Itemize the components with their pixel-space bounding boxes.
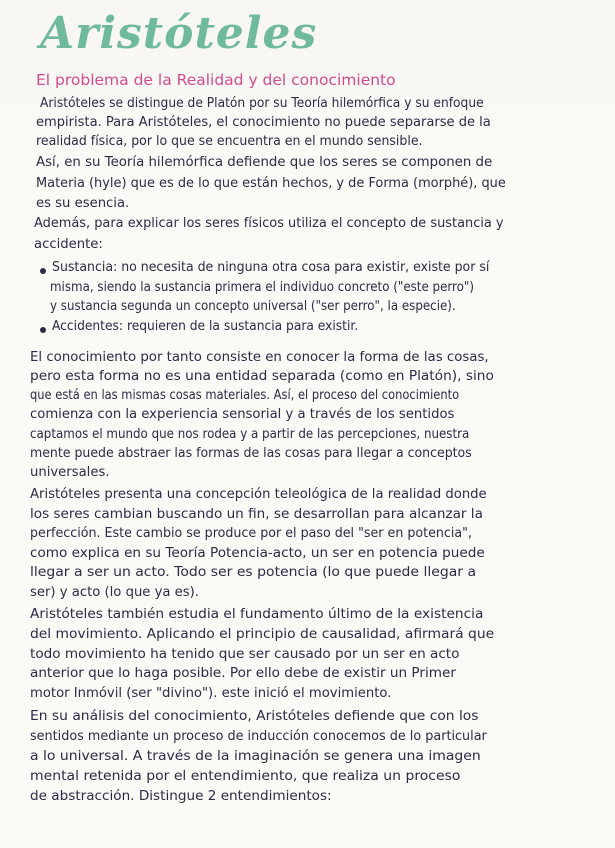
- text-line: Además, para explicar los seres físicos utiliza el concepto de sustancia y: [34, 216, 504, 231]
- text-line: mente puede abstraer las formas de las cosas para llegar a conceptos: [30, 446, 472, 461]
- text-line: empirista. Para Aristóteles, el conocimiento no puede separarse de la: [36, 115, 491, 130]
- text-line: mental retenida por el entendimiento, que realiza un proceso: [30, 769, 461, 784]
- text-line: misma, siendo la sustancia primera el individuo concreto ("este perro"): [50, 280, 475, 295]
- text-line: Aristóteles también estudia el fundamento último de la existencia: [30, 607, 484, 622]
- text-line: todo movimiento ha tenido que ser causado por un ser en acto: [30, 647, 460, 662]
- text-line: anterior que lo haga posible. Por ello debe de existir un Primer: [30, 666, 456, 681]
- text-line: ser) y acto (lo que ya es).: [30, 585, 200, 600]
- section-heading: El problema de la Realidad y del conocimiento: [36, 71, 396, 89]
- text-line: Aristóteles se distingue de Platón por su Teoría hilemórfica y su enfoque: [40, 96, 484, 111]
- text-line: En su análisis del conocimiento, Aristóteles defiende que con los: [30, 709, 479, 724]
- text-line: es su esencia.: [36, 196, 130, 211]
- text-line: universales.: [30, 465, 110, 480]
- text-line: y sustancia segunda un concepto universal ("ser perro", la especie).: [50, 299, 456, 314]
- text-line: pero esta forma no es una entidad separada (como en Platón), sino: [30, 369, 494, 384]
- text-line: accidente:: [34, 237, 103, 252]
- text-line: comienza con la experiencia sensorial y a través de los sentidos: [30, 407, 455, 422]
- bullet-item: Accidentes: requieren de la sustancia para existir.: [52, 319, 359, 334]
- text-line: Aristóteles presenta una concepción teleológica de la realidad donde: [30, 487, 487, 502]
- text-line: del movimiento. Aplicando el principio de causalidad, afirmará que: [30, 627, 495, 642]
- text-line: captamos el mundo que nos rodea y a partir de las percepciones, nuestra: [30, 427, 470, 442]
- text-line: a lo universal. A través de la imaginación se genera una imagen: [30, 749, 481, 764]
- text-line: El conocimiento por tanto consiste en conocer la forma de las cosas,: [30, 350, 489, 365]
- text-line: Materia (hyle) que es de lo que están hechos, y de Forma (morphé), que: [36, 176, 506, 191]
- bullet-dot: [40, 268, 46, 274]
- text-line: los seres cambian buscando un fin, se desarrollan para alcanzar la: [30, 507, 483, 522]
- text-line: como explica en su Teoría Potencia-acto, un ser en potencia puede: [30, 546, 485, 561]
- text-line: sentidos mediante un proceso de inducción conocemos de lo particular: [30, 729, 487, 744]
- text-line: que está en las mismas cosas materiales. Así, el proceso del conocimiento: [30, 388, 460, 403]
- bullet-item: Sustancia: no necesita de ninguna otra cosa para existir, existe por sí: [52, 260, 490, 275]
- text-line: Así, en su Teoría hilemórfica defiende que los seres se componen de: [36, 155, 493, 170]
- text-line: llegar a ser un acto. Todo ser es potencia (lo que puede llegar a: [30, 565, 477, 580]
- page-title: Aristóteles: [40, 8, 318, 59]
- text-line: de abstracción. Distingue 2 entendimientos:: [30, 789, 332, 804]
- text-line: motor Inmóvil (ser "divino"). este inició el movimiento.: [30, 686, 392, 701]
- text-line: realidad física, por lo que se encuentra en el mundo sensible.: [36, 134, 423, 149]
- text-line: perfección. Este cambio se produce por el paso del "ser en potencia",: [30, 526, 473, 541]
- bullet-dot: [40, 327, 46, 333]
